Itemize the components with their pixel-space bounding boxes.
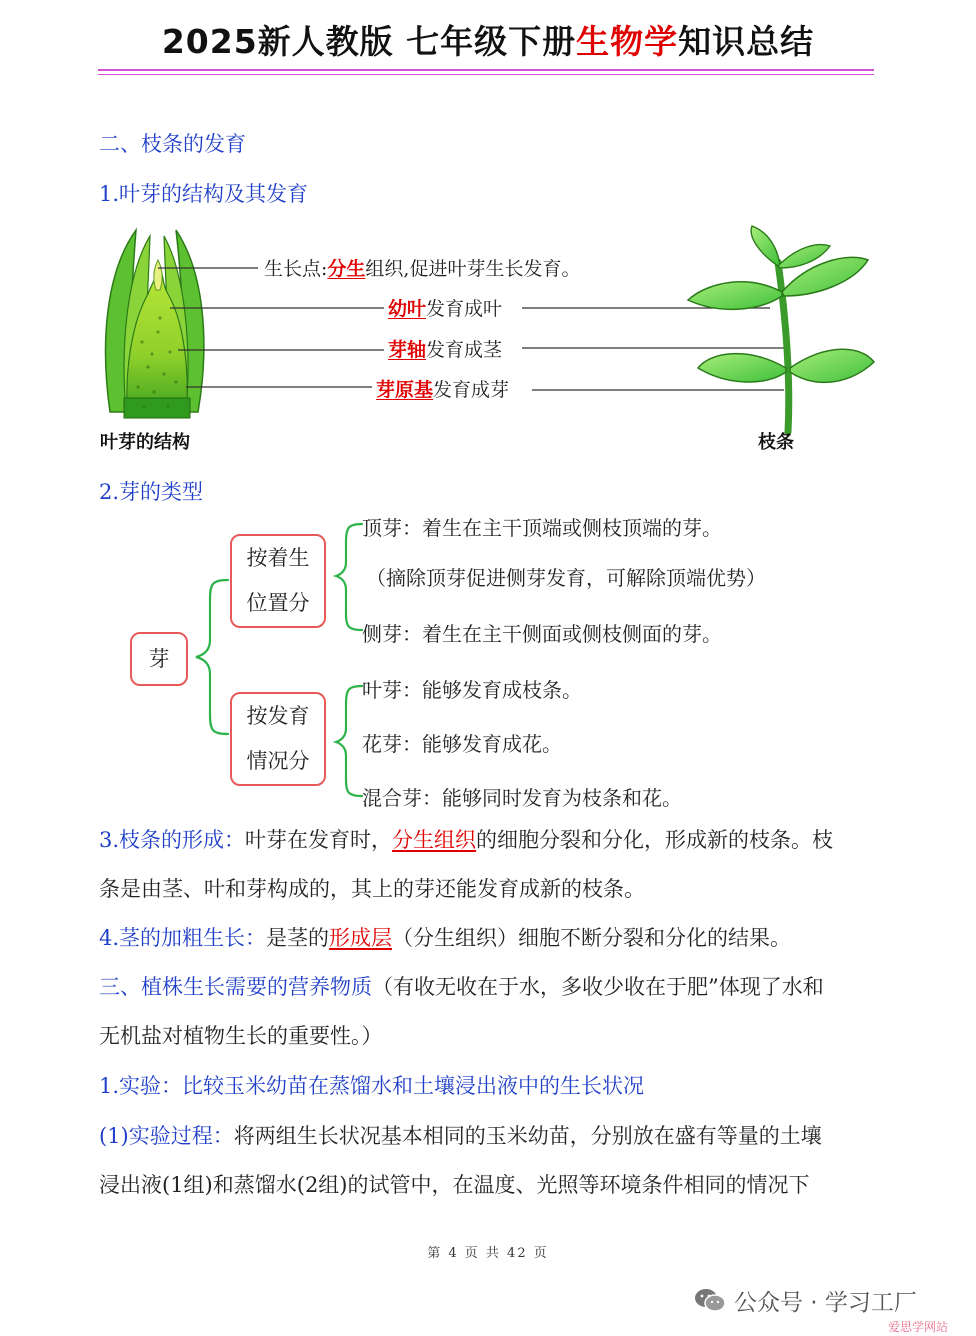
page-number: 第 4 页 共 42 页 [427, 1246, 549, 1261]
leaf-bud-definition: 叶芽：能够发育成枝条。 [362, 678, 582, 702]
shoot-formation-line1 [99, 824, 879, 854]
bud-types-tree [100, 500, 880, 820]
bud-axis-text: 发育成茎 [426, 339, 503, 361]
title-part-1: 2025新人教版 七年级下册 [161, 22, 577, 61]
caption-shoot: 枝条 [758, 432, 794, 453]
shoot-formation-label: 3.枝条的形成： [99, 828, 246, 852]
shoot-formation-key: 分生组织 [392, 828, 477, 852]
stem-thickening-text-b: （分生组织）细胞不断分裂和分化的结果。 [392, 926, 792, 950]
stem-thickening-label: 4.茎的加粗生长： [99, 926, 267, 950]
stem-thickening [99, 922, 879, 952]
branch-by-position-line2: 位置分 [246, 591, 310, 615]
leaflet-text: 发育成叶 [426, 298, 503, 320]
tree-braces [100, 500, 880, 820]
experiment-process-line1 [99, 1120, 879, 1150]
subheading-bud-types: 2.芽的类型 [99, 480, 204, 504]
section-heading-3-note-a: （有收无收在于水，多收少收在于肥”体现了水和 [372, 975, 824, 999]
section-heading-3-title: 三、植株生长需要的营养物质 [99, 975, 372, 999]
growth-point-prefix: 生长点: [264, 258, 328, 280]
page-title [0, 16, 976, 63]
leaflet-key: 幼叶 [388, 298, 427, 320]
branch-by-development-line2: 情况分 [246, 749, 310, 773]
leaflet-label [388, 294, 502, 321]
title-divider [98, 69, 874, 71]
subheading-bud-structure: 1.叶芽的结构及其发育 [99, 182, 309, 206]
stem-thickening-key: 形成层 [329, 926, 393, 950]
shoot-formation-text-a: 叶芽在发育时， [245, 828, 393, 852]
experiment-process-label: (1)实验过程： [99, 1124, 234, 1148]
terminal-bud-definition: 顶芽：着生在主干顶端或侧枝顶端的芽。 [362, 516, 722, 540]
section-heading-3 [99, 971, 879, 1001]
terminal-bud-note: （摘除顶芽促进侧芽发育，可解除顶端优势） [366, 566, 766, 590]
experiment-process-line2: 浸出液(1组)和蒸馏水(2组)的试管中，在温度、光照等环境条件相同的情况下 [99, 1173, 810, 1197]
lateral-bud-definition: 侧芽：着生在主干侧面或侧枝侧面的芽。 [362, 622, 722, 646]
growth-point-label [264, 254, 580, 281]
experiment-process-text-a: 将两组生长状况基本相同的玉米幼苗，分别放在盛有等量的土壤 [233, 1124, 822, 1148]
watermark-site: 爱思学网站 [888, 1320, 949, 1334]
mixed-bud-definition: 混合芽：能够同时发育为枝条和花。 [362, 786, 682, 810]
growth-point-suffix: 组织,促进叶芽生长发育。 [365, 258, 581, 280]
stem-thickening-text-a: 是茎的 [266, 926, 330, 950]
shoot-formation-text-b: 的细胞分裂和分化，形成新的枝条。枝 [476, 828, 834, 852]
branch-by-development [230, 692, 326, 786]
bud-primordium-text: 发育成芽 [433, 379, 510, 401]
bud-axis-label [388, 335, 502, 362]
growth-point-key: 分生 [327, 258, 366, 280]
branch-by-position [230, 534, 326, 628]
watermark-account: 公众号 · 学习工厂 [734, 1290, 917, 1316]
title-highlight: 生物学 [576, 22, 679, 61]
bud-primordium-key: 芽原基 [376, 379, 434, 401]
experiment-title: 1.实验：比较玉米幼苗在蒸馏水和土壤浸出液中的生长状况 [99, 1074, 645, 1098]
caption-leaf-bud: 叶芽的结构 [100, 432, 190, 453]
bud-primordium-label [376, 375, 509, 402]
bud-axis-key: 芽轴 [388, 339, 427, 361]
title-part-2: 知识总结 [678, 22, 815, 61]
section-heading-3-note-b: 无机盐对植物生长的重要性。） [99, 1024, 383, 1048]
section-heading-2: 二、枝条的发育 [99, 132, 246, 156]
wechat-icon [694, 1287, 726, 1313]
flower-bud-definition: 花芽：能够发育成花。 [362, 732, 562, 756]
title-divider-thin [98, 74, 874, 75]
branch-by-position-line1: 按着生 [246, 546, 310, 570]
root-node-bud: 芽 [130, 632, 188, 686]
leaf-bud-diagram [98, 222, 878, 462]
branch-by-development-line1: 按发育 [246, 704, 310, 728]
shoot-formation-line2: 条是由茎、叶和芽构成的，其上的芽还能发育成新的枝条。 [99, 877, 645, 901]
